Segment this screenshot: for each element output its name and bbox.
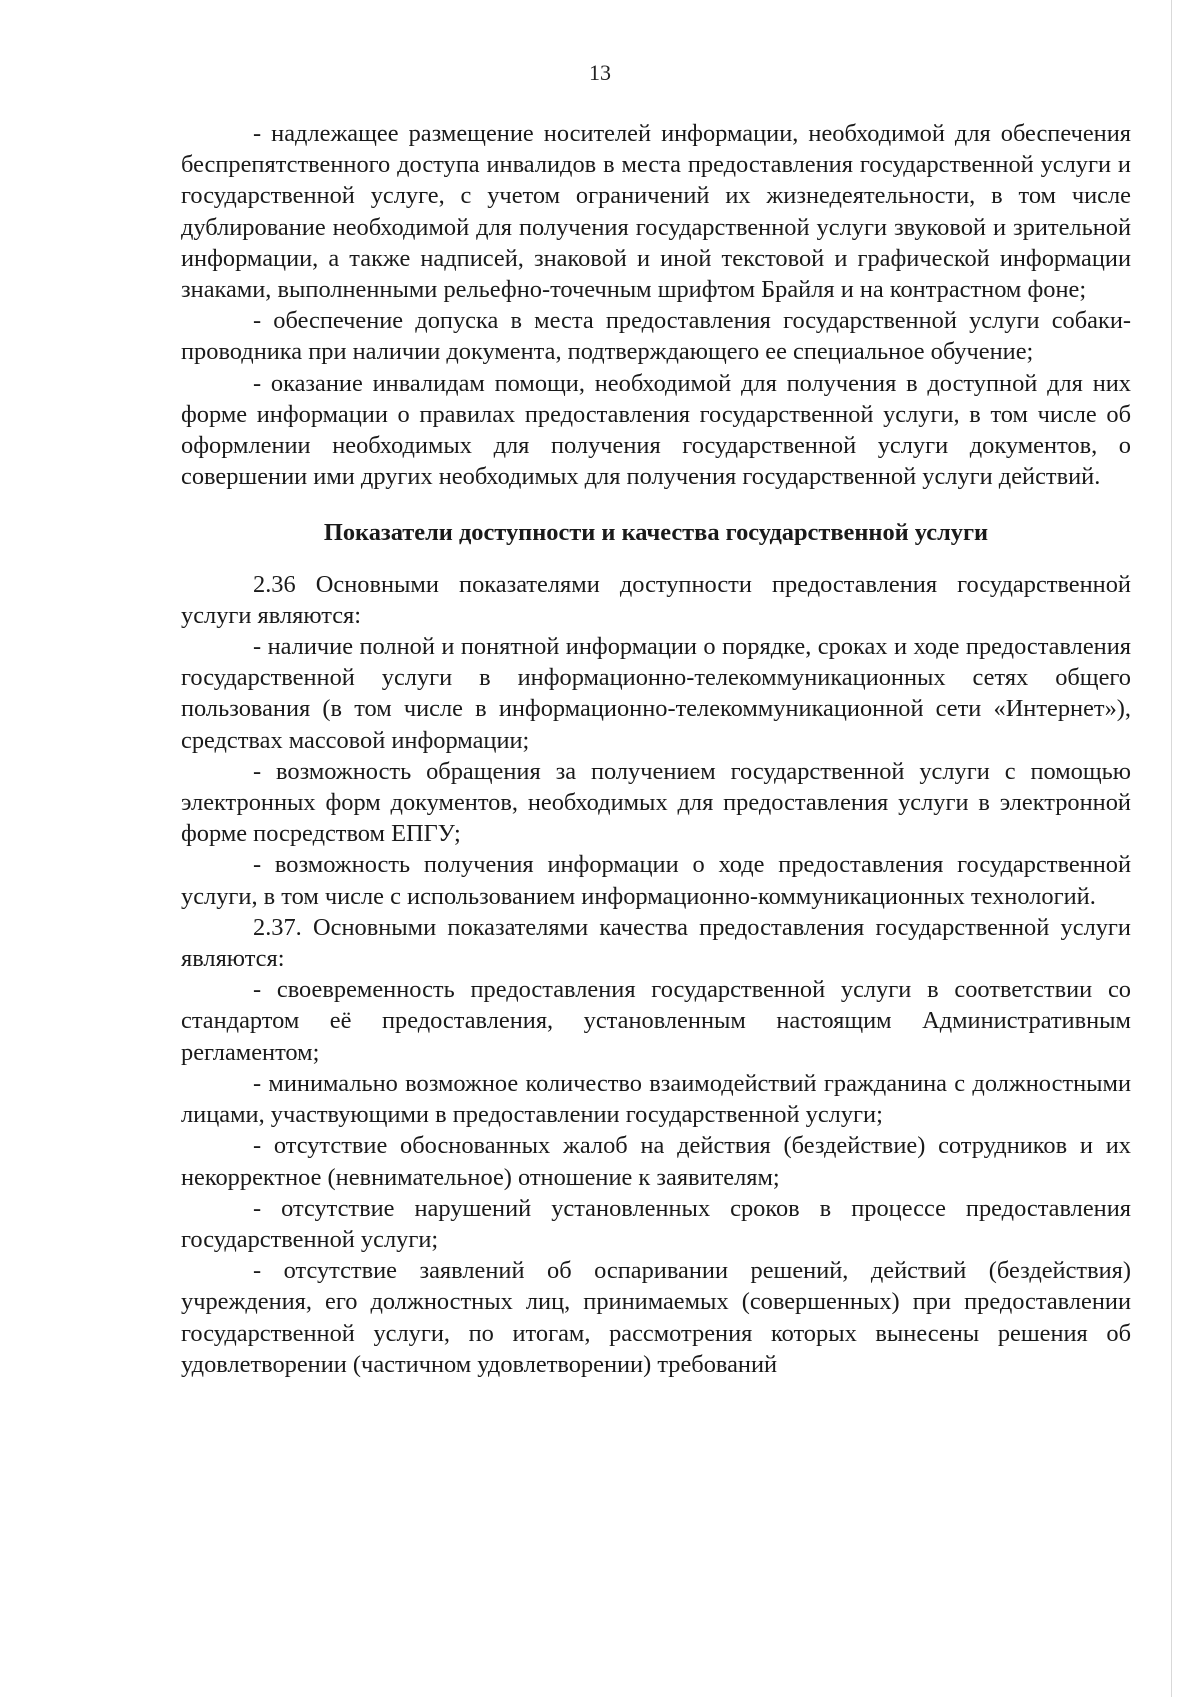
paragraph-2-36: 2.36 Основными показателями доступности предоставления государственной услуги являются: — [181, 570, 1131, 629]
paragraph-electronic-forms: - возможность обращения за получением государственной услуги с помощью электронных форм документов, необходимых для предоставления услуги в электронной форме посредством ЕПГУ; — [181, 757, 1131, 848]
paragraph-timeliness: - своевременность предоставления государственной услуги в соответствии со стандартом её предоставления, установленным настоящим Административным регламентом; — [181, 976, 1131, 1066]
paragraph-full-information: - наличие полной и понятной информации о порядке, сроках и ходе предоставления государственной услуги в информационно-телекоммуникационных сетях общего пользования (в том числе в информационно-телекоммуникационной сети «Интернет»), средствах массовой информации; — [181, 633, 1131, 754]
page-content — [181, 118, 1131, 1380]
paragraph-interactions: - минимально возможное количество взаимодействий гражданина с должностными лицами, участвующими в предоставлении государственной услуги; — [181, 1069, 1131, 1129]
paragraph-no-disputes: - отсутствие заявлений об оспаривании решений, действий (бездействия) учреждения, его должностных лиц, принимаемых (совершенных) при предоставлении государственной услуги, по итогам, рассмотрения которых вынесены решения об удовлетворении (частичном удовлетворении) требований — [181, 1257, 1131, 1378]
paragraph-progress-info: - возможность получения информации о ходе предоставления государственной услуги, в том числе с использованием информационно-коммуникационных технологий. — [181, 851, 1131, 910]
paragraph-guide-dog: - обеспечение допуска в места предоставления государственной услуги собаки-проводника при наличии документа, подтверждающего ее специальное обучение; — [181, 307, 1131, 366]
page-number: 13 — [589, 60, 611, 85]
paragraph-no-violations: - отсутствие нарушений установленных сроков в процессе предоставления государственной услуги; — [181, 1194, 1131, 1253]
paragraph-info-placement: - надлежащее размещение носителей информации, необходимой для обеспечения беспрепятственного доступа инвалидов в места предоставления государственной услуги и государственной услуге, с учетом ограничений их жизнедеятельности, в том числе дублирование необходимой для получения государственной услуги звуковой и зрительной информации, а также надписей, знаковой и иной текстовой и графической информации знаками, выполненными рельефно-точечным шрифтом Брайля и на контрастном фоне; — [181, 120, 1131, 304]
paragraph-no-complaints: - отсутствие обоснованных жалоб на действия (бездействие) сотрудников и их некорректное (невнимательное) отношение к заявителям; — [181, 1132, 1131, 1191]
page-edge-line — [1171, 0, 1172, 1697]
section-heading: Показатели доступности и качества государственной услуги — [323, 519, 989, 547]
paragraph-2-37: 2.37. Основными показателями качества предоставления государственной услуги являются: — [181, 913, 1131, 973]
paragraph-assistance: - оказание инвалидам помощи, необходимой для получения в доступной для них форме информации о правилах предоставления государственной услуги, в том числе об оформлении необходимых для получения государственной услуги документов, о совершении ими других необходимых для получения государственной услуги действий. — [181, 369, 1131, 491]
